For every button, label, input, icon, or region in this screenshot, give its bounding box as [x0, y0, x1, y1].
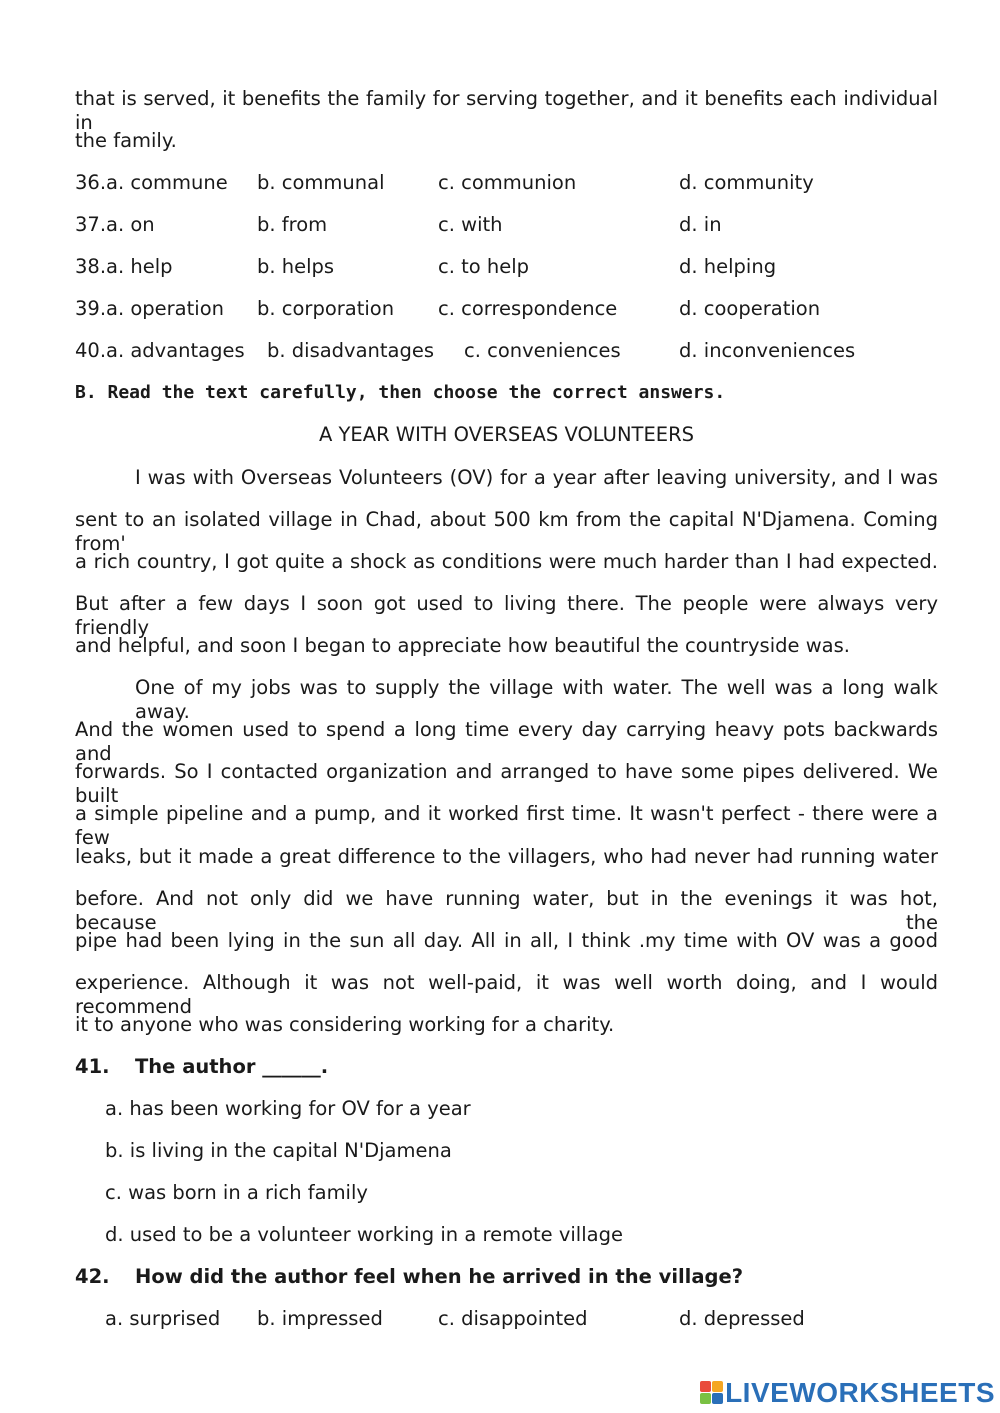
option-c[interactable]: c. with	[438, 213, 503, 236]
option-c[interactable]: c. correspondence	[438, 297, 618, 320]
option-d[interactable]: d. depressed	[679, 1307, 805, 1330]
question-stem: The author ______.	[135, 1055, 329, 1078]
option-c[interactable]: c. communion	[438, 171, 577, 194]
option-a[interactable]: a. has been working for OV for a year	[105, 1097, 471, 1120]
option-b[interactable]: b. helps	[257, 255, 335, 278]
option-a[interactable]: 37.a. on	[75, 213, 155, 236]
section-b-instruction: B. Read the text carefully, then choose the correct answers.	[75, 382, 726, 403]
liveworksheets-logo[interactable]	[700, 1378, 995, 1408]
option-c[interactable]: c. to help	[438, 255, 530, 278]
question-number: 42.	[75, 1265, 110, 1288]
option-a[interactable]: 39.a. operation	[75, 297, 224, 320]
passage-line: sent to an isolated village in Chad, about 500 km from the capital N'Djamena. Coming from'	[75, 508, 938, 555]
option-b[interactable]: b. disadvantages	[267, 339, 435, 362]
passage-line: it to anyone who was considering working for a charity.	[75, 1013, 615, 1036]
option-a[interactable]: 40.a. advantages	[75, 339, 245, 362]
passage-line: But after a few days I soon got used to living there. The people were always very friendly	[75, 592, 938, 639]
passage-line: experience. Although it was not well-paid, it was well worth doing, and I would recommend	[75, 971, 938, 1018]
option-d[interactable]: d. in	[679, 213, 722, 236]
liveworksheets-logo-icon	[700, 1381, 722, 1405]
intro-line: that is served, it benefits the family for serving together, and it benefits each individual in	[75, 87, 938, 134]
option-c[interactable]: c. conveniences	[464, 339, 621, 362]
option-d[interactable]: d. helping	[679, 255, 777, 278]
option-b[interactable]: b. from	[257, 213, 328, 236]
passage-line: and helpful, and soon I began to appreciate how beautiful the countryside was.	[75, 634, 850, 657]
option-d[interactable]: d. community	[679, 171, 814, 194]
passage-line: One of my jobs was to supply the village with water. The well was a long walk away.	[135, 676, 938, 723]
option-a[interactable]: 36.a. commune	[75, 171, 228, 194]
option-d[interactable]: d. used to be a volunteer working in a remote village	[105, 1223, 623, 1246]
option-d[interactable]: d. cooperation	[679, 297, 821, 320]
passage-line: I was with Overseas Volunteers (OV) for a year after leaving university, and I was	[135, 466, 938, 489]
option-b[interactable]: b. is living in the capital N'Djamena	[105, 1139, 452, 1162]
passage-line: before. And not only did we have running water, but in the evenings it was hot, because the	[75, 887, 938, 934]
option-a[interactable]: 38.a. help	[75, 255, 173, 278]
option-c[interactable]: c. was born in a rich family	[105, 1181, 368, 1204]
passage-line: a simple pipeline and a pump, and it worked first time. It wasn't perfect - there were a few	[75, 802, 938, 849]
option-c[interactable]: c. disappointed	[438, 1307, 588, 1330]
logo-text: LIVEWORKSHEETS	[725, 1377, 995, 1408]
option-a[interactable]: a. surprised	[105, 1307, 221, 1330]
option-d[interactable]: d. inconveniences	[679, 339, 856, 362]
passage-line: a rich country, I got quite a shock as conditions were much harder than I had expected.	[75, 550, 938, 573]
intro-line: the family.	[75, 129, 177, 152]
passage-line: leaks, but it made a great difference to the villagers, who had never had running water	[75, 845, 938, 868]
passage-title: A YEAR WITH OVERSEAS VOLUNTEERS	[318, 423, 695, 446]
option-b[interactable]: b. corporation	[257, 297, 395, 320]
question-stem: How did the author feel when he arrived in the village?	[135, 1265, 744, 1288]
option-b[interactable]: b. impressed	[257, 1307, 383, 1330]
passage-line: forwards. So I contacted organization and arranged to have some pipes delivered. We built	[75, 760, 938, 807]
option-b[interactable]: b. communal	[257, 171, 385, 194]
passage-line: And the women used to spend a long time every day carrying heavy pots backwards and	[75, 718, 938, 765]
passage-line: pipe had been lying in the sun all day. All in all, I think .my time with OV was a good	[75, 929, 938, 952]
question-number: 41.	[75, 1055, 110, 1078]
